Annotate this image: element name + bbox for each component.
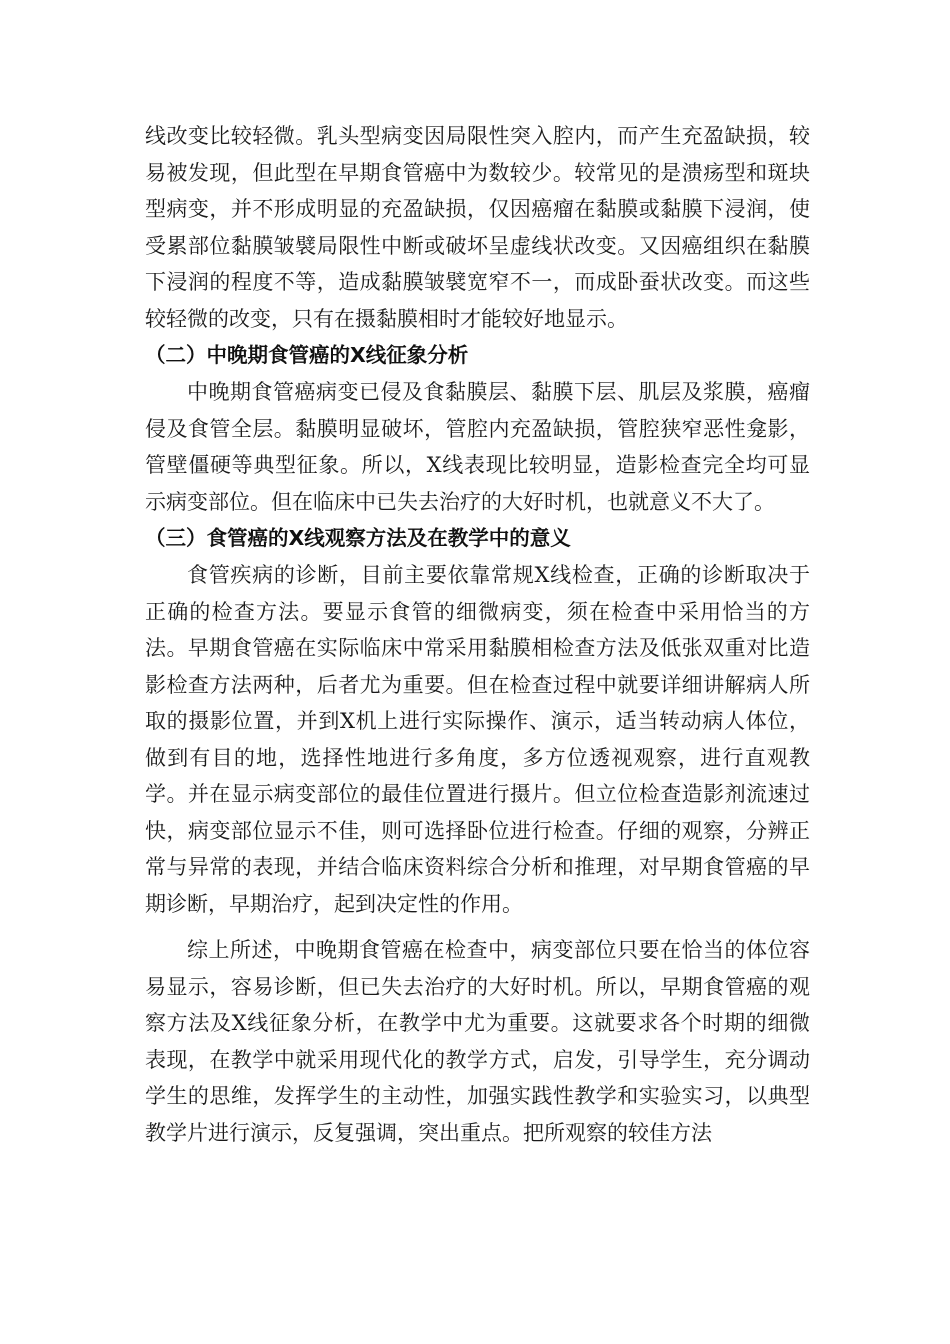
section-heading-2: （二）中晚期食管癌的X线征象分析 (145, 343, 469, 367)
paragraph-spacer (145, 922, 810, 932)
section-heading-3: （三）食管癌的X线观察方法及在教学中的意义 (145, 526, 571, 550)
body-paragraph-3: 食管疾病的诊断，目前主要依靠常规X线检查，正确的诊断取决于正确的检查方法。要显示食管的细微病变，须在检查中采用恰当的方法。早期食管癌在实际临床中常采用黏膜相检查方法及低张双重对比造影检查方法两种，后者尤为重要。但在检查过程中就要详细讲解病人所取的摄影位置，并到X机上进行实际操作、演示，适当转动病人体位，做到有目的地，选择性地进行多角度，多方位透视观察，进行直观教学。并在显示病变部位的最佳位置进行摄片。但立位检查造影剂流速过快，病变部位显示不佳，则可选择卧位进行检查。仔细的观察，分辨正常与异常的表现，并结合临床资料综合分析和推理，对早期食管癌的早期诊断，早期治疗，起到决定性的作用。 (145, 563, 810, 916)
body-paragraph-2: 中晚期食管癌病变已侵及食黏膜层、黏膜下层、肌层及浆膜，癌瘤侵及食管全层。黏膜明显破坏，管腔内充盈缺损，管腔狭窄恶性龛影，管壁僵硬等典型征象。所以，X线表现比较明显，造影检查完全均可显示病变部位。但在临床中已失去治疗的大好时机，也就意义不大了。 (145, 380, 810, 514)
body-paragraph-1: 线改变比较轻微。乳头型病变因局限性突入腔内，而产生充盈缺损，较易被发现，但此型在早期食管癌中为数较少。较常见的是溃疡型和斑块型病变，并不形成明显的充盈缺损，仅因癌瘤在黏膜或黏膜下浸润，使受累部位黏膜皱襞局限性中断或破坏呈虚线状改变。又因癌组织在黏膜下浸润的程度不等，造成黏膜皱襞宽窄不一，而成卧蚕状改变。而这些较轻微的改变，只有在摄黏膜相时才能较好地显示。 (145, 124, 810, 331)
document-page (145, 118, 810, 1151)
body-paragraph-4: 综上所述，中晚期食管癌在检查中，病变部位只要在恰当的体位容易显示，容易诊断，但已失去治疗的大好时机。所以，早期食管癌的观察方法及X线征象分析，在教学中尤为重要。这就要求各个时期的细微表现，在教学中就采用现代化的教学方式，启发，引导学生，充分调动学生的思维，发挥学生的主动性，加强实践性教学和实验实习，以典型教学片进行演示，反复强调，突出重点。把所观察的较佳方法 (145, 938, 810, 1145)
